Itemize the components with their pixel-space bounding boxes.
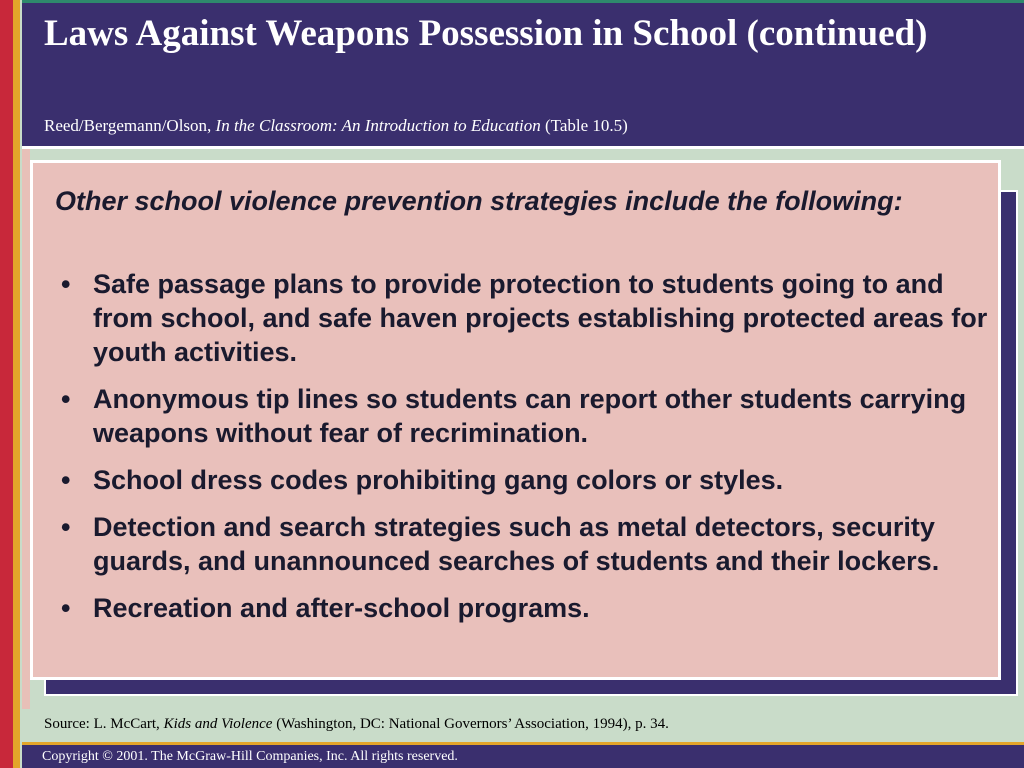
citation (44, 116, 1004, 136)
citation-book-title: In the Classroom: An Introduction to Education (215, 116, 541, 135)
left-gold-stripe (13, 0, 20, 768)
source-work-title: Kids and Violence (163, 716, 273, 732)
list-item (55, 267, 990, 369)
bullet-icon: • (61, 512, 71, 542)
intro-text: Other school violence prevention strategies include the following: (55, 186, 903, 216)
bullet-text: Anonymous tip lines so students can report other students carrying weapons without fear of recrimination. (93, 384, 967, 448)
list-item (55, 591, 990, 625)
source-note (44, 716, 1004, 733)
slide-title: Laws Against Weapons Possession in School (continued) (44, 13, 928, 54)
list-item (55, 510, 990, 578)
side-accent-strip (22, 149, 30, 709)
bullet-text: Recreation and after-school programs. (93, 593, 590, 623)
citation-table-ref: (Table 10.5) (544, 116, 628, 135)
bullet-icon: • (61, 593, 71, 623)
bullet-icon: • (61, 269, 71, 299)
bullet-list (55, 267, 990, 638)
copyright-text: Copyright © 2001. The McGraw-Hill Companies, Inc. All rights reserved. (42, 749, 458, 764)
bullet-icon: • (61, 384, 71, 414)
list-item (55, 382, 990, 450)
bullet-text: School dress codes prohibiting gang colors or styles. (93, 465, 784, 495)
source-details: (Washington, DC: National Governors’ Association, 1994), p. 34. (276, 716, 669, 732)
slide-footer (22, 742, 1024, 768)
bullet-text: Detection and search strategies such as metal detectors, security guards, and unannounced searches of students and their lockers. (93, 512, 940, 576)
bullet-icon: • (61, 465, 71, 495)
content-box (30, 160, 1001, 680)
source-prefix: Source: L. McCart, (44, 716, 160, 732)
citation-authors: Reed/Bergemann/Olson, (44, 116, 212, 135)
header-accent-line (22, 0, 1024, 3)
left-red-stripe (0, 0, 13, 768)
list-item (55, 463, 990, 497)
bullet-text: Safe passage plans to provide protection to students going to and from school, and safe haven projects establishing protected areas for youth activities. (93, 269, 988, 367)
